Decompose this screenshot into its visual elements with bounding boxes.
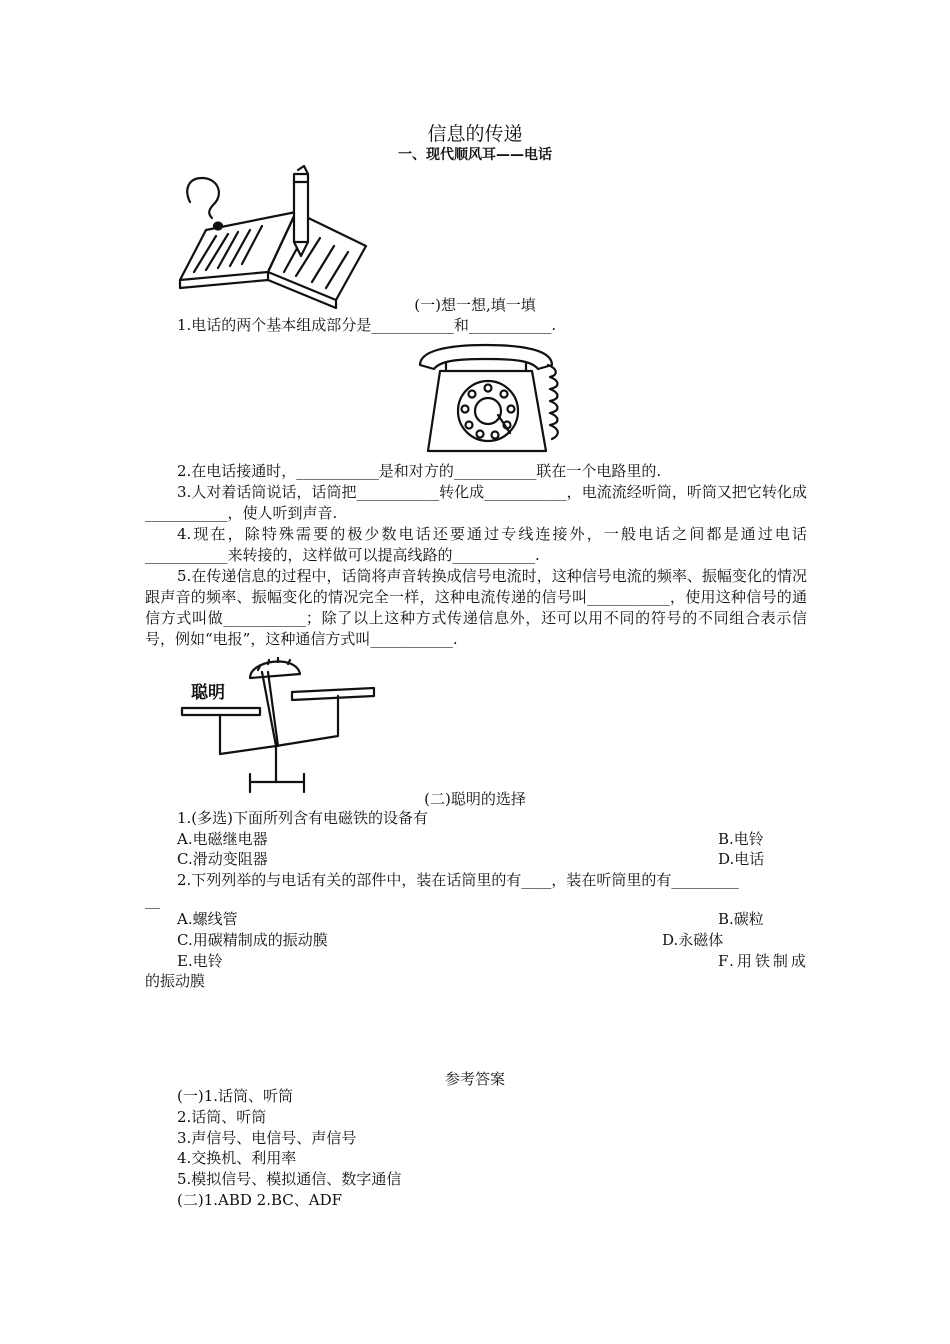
book-pencil-illustration <box>176 160 376 308</box>
question-1-4: 4.现在，除特殊需要的极少数电话还要通过专线连接外，一般电话之间都是通过电话___________来转接的，这样做可以提高线路的___________. <box>145 525 807 564</box>
question-2-1: 1.(多选)下面所列含有电磁铁的设备有 <box>177 809 429 827</box>
answer-line: 4.交换机、利用率 <box>177 1149 297 1167</box>
answers-heading: 参考答案 <box>444 1070 505 1088</box>
answer-line: 3.声信号、电信号、声信号 <box>177 1129 357 1147</box>
balance-scale-illustration <box>180 650 378 794</box>
option-2-2-f-continuation: 的振动膜 <box>145 972 206 990</box>
question-1-3: 3.人对着话筒说话，话筒把___________转化成___________，电流流经听筒，听筒又把它转化成___________，使人听到声音. <box>145 483 807 522</box>
page-subtitle: 一、现代顺风耳——电话 <box>398 147 552 163</box>
option-2-2-c: C.用碳精制成的振动膜 <box>177 931 328 949</box>
question-1-2: 2.在电话接通时，___________是和对方的___________联在一个电路里的. <box>177 462 662 480</box>
option-2-2-d: D.永磁体 <box>662 931 724 949</box>
answer-line: (二)1.ABD 2.BC、ADF <box>177 1191 343 1209</box>
question-1-1: 1.电话的两个基本组成部分是___________和___________. <box>177 316 557 334</box>
page-title: 信息的传递 <box>427 123 523 145</box>
option-2-1-c: C.滑动变阻器 <box>177 850 268 868</box>
option-2-1-b: B.电铃 <box>718 830 764 848</box>
answer-line: 2.话筒、听筒 <box>177 1108 267 1126</box>
question-2-2: 2.下列列举的与电话有关的部件中，装在话筒里的有____，装在听筒里的有_________ <box>177 871 739 889</box>
answer-line: (一)1.话筒、听筒 <box>177 1087 294 1105</box>
answer-line: 5.模拟信号、模拟通信、数字通信 <box>177 1170 402 1188</box>
question-1-5: 5.在传递信息的过程中，话筒将声音转换成信号电流时，这种信号电流的频率、振幅变化的情况跟声音的频率、振幅变化的情况完全一样，这种电流传递的信号叫___________，使用这种信号的通信方式叫做___________；除了以上这种方式传递信息外，还可以用不同的符号的不同组合表示信号，例如“电报”，这种通信方式叫___________. <box>145 567 807 648</box>
option-2-2-b: B.碳粒 <box>718 910 764 928</box>
option-2-1-d: D.电话 <box>718 850 765 868</box>
option-2-2-e: E.电铃 <box>177 952 223 970</box>
section-two-heading: (二)聪明的选择 <box>424 790 526 808</box>
scale-label: 聪明 <box>191 683 225 703</box>
option-2-2-f: F.用铁制成 <box>718 952 809 970</box>
question-2-2-continuation: __ <box>145 891 160 909</box>
option-2-2-a: A.螺线管 <box>177 910 238 928</box>
option-2-1-a: A.电磁继电器 <box>177 830 268 848</box>
section-one-heading: (一)想一想,填一填 <box>414 296 536 314</box>
telephone-illustration <box>416 343 566 455</box>
